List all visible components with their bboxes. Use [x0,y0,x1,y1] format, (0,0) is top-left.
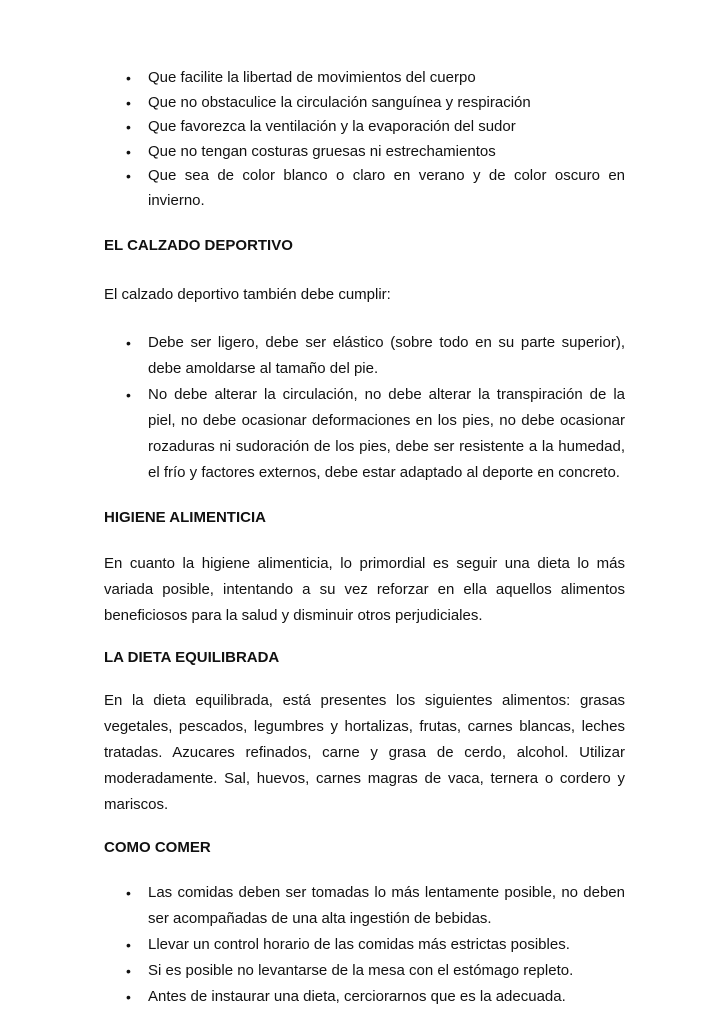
list-item: • Llevar un control horario de las comidas más estrictas posibles. [104,932,625,958]
list-item: • Las comidas deben ser tomadas lo más lentamente posible, no deben ser acompañadas de una alta ingestión de bebidas. [104,880,625,932]
bullet-icon: • [126,937,131,953]
list-item: • No debe alterar la circulación, no debe alterar la transpiración de la piel, no debe ocasionar deformaciones en los pies, no debe ocasionar rozaduras ni sudoración de los pies, debe ser resistente a la humedad, el frío y factores externos, debe estar adaptado al deporte en concreto. [104,382,625,486]
document-page [104,64,625,1010]
bullet-icon: • [126,387,131,403]
bullet-icon: • [126,335,131,351]
calzado-list [104,330,625,486]
list-item: • Si es posible no levantarse de la mesa con el estómago repleto. [104,958,625,984]
section-heading-higiene: HIGIENE ALIMENTICIA [104,509,266,526]
list-item: • Que favorezca la ventilación y la evaporación del sudor [104,115,625,140]
bullet-icon: • [126,963,131,979]
section-heading-comer: COMO COMER [104,839,211,856]
bullet-icon: • [126,94,131,111]
bullet-icon: • [126,989,131,1005]
list-item: • Que no tengan costuras gruesas ni estrechamientos [104,140,625,165]
calzado-intro: El calzado deportivo también debe cumplir: [104,286,391,303]
higiene-paragraph: En cuanto la higiene alimenticia, lo primordial es seguir una dieta lo más variada posible, intentando a su vez reforzar en ella aquellos alimentos beneficiosos para la salud y disminuir otros perjudiciales. [104,555,625,624]
list-item: • Antes de instaurar una dieta, cerciorarnos que es la adecuada. [104,984,625,1010]
bullet-icon: • [126,70,131,86]
list-item: • Que facilite la libertad de movimientos del cuerpo [104,66,625,91]
bullet-icon: • [126,168,131,184]
list-item: • Debe ser ligero, debe ser elástico (sobre todo en su parte superior), debe amoldarse al tamaño del pie. [104,330,625,382]
section-heading-calzado: EL CALZADO DEPORTIVO [104,237,293,254]
dieta-paragraph: En la dieta equilibrada, está presentes los siguientes alimentos: grasas vegetales, pescados, legumbres y hortalizas, frutas, carnes blancas, leches tratadas. Azucares refinados, carne y grasa de cerdo, alcohol. Utilizar moderadamente. Sal, huevos, carnes magras de vaca, ternera o cordero y mariscos. [104,692,625,813]
list-item: • Que sea de color blanco o claro en verano y de color oscuro en invierno. [104,164,625,213]
section-heading-dieta: LA DIETA EQUILIBRADA [104,649,280,666]
list-item: • Que no obstaculice la circulación sanguínea y respiración [104,91,625,116]
clothing-requirements-list [104,66,625,213]
comer-list [104,880,625,1010]
bullet-icon: • [126,885,131,901]
bullet-icon: • [126,119,131,135]
bullet-icon: • [126,143,131,160]
